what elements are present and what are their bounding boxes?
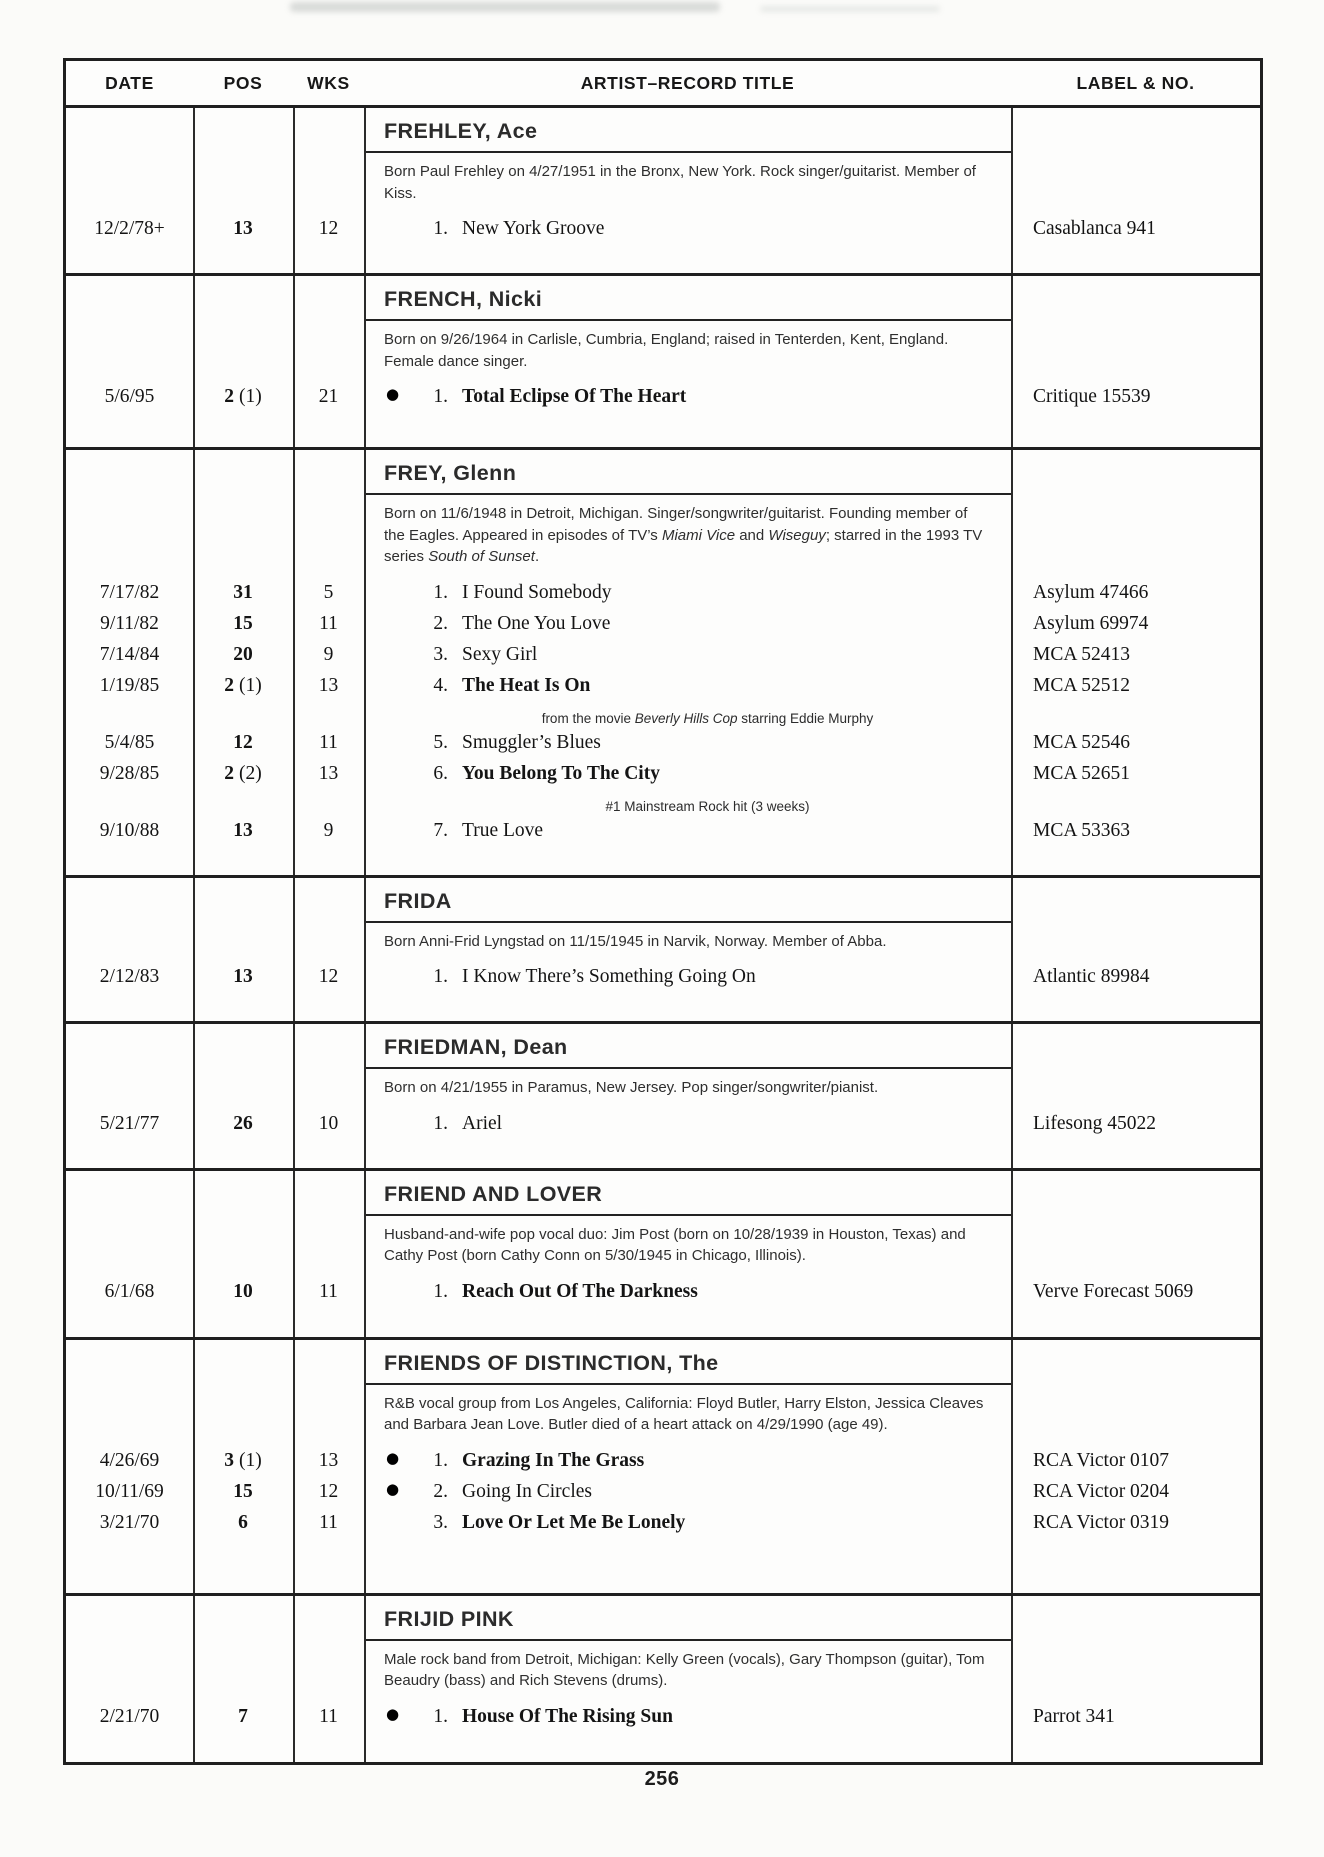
song-title: I Found Somebody: [462, 581, 612, 603]
entry-title-cell: [364, 218, 1011, 240]
weeks-at-peak: (1): [239, 1449, 262, 1471]
scan-artifact: [760, 6, 940, 12]
artist-bio: [364, 1385, 1011, 1438]
column-divider-line: [1011, 1596, 1013, 1762]
bio-text: Born on 4/21/1955 in Paramus, New Jersey. Pop singer/songwriter/pianist.: [384, 1079, 879, 1096]
entry-peak-position: [193, 763, 293, 785]
entry-debut-date: 2/12/83: [99, 966, 160, 987]
column-divider-line: [364, 108, 366, 273]
entry-list: [66, 582, 1260, 875]
note-text: starring Eddie Murphy: [737, 711, 874, 726]
entry-label-number: Parrot 341: [1033, 1705, 1115, 1727]
entry-title-cell: [364, 675, 1011, 697]
peak-position-value: 10: [233, 1280, 253, 1302]
entry-debut-date: 9/28/85: [99, 762, 160, 784]
gold-record-icon: ●: [386, 1479, 400, 1498]
artist-bio: [364, 495, 1011, 570]
artist-name-row: [364, 1596, 1011, 1641]
entry-debut-date: 5/4/85: [104, 731, 155, 753]
artist-name: FRIEDMAN, Dean: [384, 1035, 568, 1059]
gold-record-icon: ●: [386, 385, 400, 403]
entry-debut-date: 2/21/70: [99, 1705, 160, 1727]
column-divider-line: [1011, 450, 1013, 875]
peak-position-value: 3: [224, 1449, 234, 1471]
entry-label-number: MCA 52651: [1033, 762, 1130, 784]
artist-bio: [364, 1641, 1011, 1694]
entry-list: [66, 1113, 1260, 1168]
entry-weeks-charted: 12: [318, 218, 339, 239]
entry-number: 1.: [433, 1705, 448, 1727]
song-title: True Love: [462, 819, 544, 841]
entry-number: 5.: [433, 731, 448, 753]
entry-label-number: Casablanca 941: [1033, 218, 1156, 239]
song-note: [364, 799, 1011, 814]
column-header-wks: WKS: [307, 72, 350, 93]
note-text: #1 Mainstream Rock hit (3 weeks): [605, 799, 810, 814]
entry-label-number: RCA Victor 0204: [1033, 1480, 1170, 1502]
column-divider-line: [193, 450, 195, 875]
entry-number: 1.: [433, 1280, 448, 1302]
song-title: Reach Out Of The Darkness: [462, 1280, 698, 1302]
entry-number: 2.: [433, 1480, 448, 1502]
entry-peak-position: [193, 820, 293, 842]
entry-title-cell: [364, 763, 1011, 785]
entry-title-cell: [364, 582, 1011, 604]
artist-section: [66, 878, 1260, 1025]
artist-name: FRIDA: [384, 888, 452, 913]
entry-row: [66, 675, 1260, 706]
bio-text: .: [534, 548, 540, 565]
entry-row: [66, 1450, 1260, 1481]
column-divider-line: [193, 1171, 195, 1337]
song-title: I Know There’s Something Going On: [462, 966, 756, 987]
entry-number: 1.: [433, 581, 448, 603]
entry-weeks-charted: 13: [318, 674, 339, 696]
peak-position-value: 13: [233, 218, 253, 239]
column-divider-line: [293, 276, 295, 447]
column-divider-line: [293, 1596, 295, 1762]
column-divider-line: [293, 1024, 295, 1168]
column-divider-line: [193, 1024, 195, 1168]
entry-debut-date: 9/10/88: [99, 819, 160, 841]
entry-row: [66, 1113, 1260, 1144]
page-number: 256: [644, 1768, 680, 1790]
gold-record-icon: ●: [386, 1448, 400, 1467]
entry-list: [66, 218, 1260, 273]
song-title: The Heat Is On: [462, 674, 591, 696]
artist-name-row: [364, 1171, 1011, 1216]
weeks-at-peak: (1): [239, 386, 262, 407]
entry-row: [66, 1512, 1260, 1543]
peak-position-value: 13: [233, 966, 253, 987]
entry-number: 1.: [433, 1112, 448, 1134]
entry-peak-position: [193, 644, 293, 666]
column-divider-line: [293, 1171, 295, 1337]
entry-peak-position: [193, 218, 293, 240]
entry-number: 7.: [433, 819, 448, 841]
song-title: Sexy Girl: [462, 643, 538, 665]
column-divider-line: [193, 108, 195, 273]
song-title: You Belong To The City: [462, 762, 660, 784]
peak-position-value: 15: [233, 1480, 253, 1502]
weeks-at-peak: (1): [239, 674, 262, 696]
bio-text: ; starred in the 1993 TV series: [384, 526, 983, 565]
entry-row: [66, 386, 1260, 417]
entry-list: [66, 1450, 1260, 1567]
entry-list: [66, 966, 1260, 1021]
entry-debut-date: 4/26/69: [99, 1449, 160, 1471]
column-divider-line: [364, 1024, 366, 1168]
entry-number: 3.: [433, 643, 448, 665]
entry-label-number: RCA Victor 0107: [1033, 1449, 1170, 1471]
song-note: [364, 711, 1011, 726]
entry-list: [66, 1706, 1260, 1761]
entry-weeks-charted: 9: [323, 819, 334, 841]
entry-peak-position: [193, 1113, 293, 1135]
artist-bio: [364, 923, 1011, 955]
entry-weeks-charted: 11: [319, 731, 338, 753]
artist-name-row: [364, 108, 1011, 153]
entry-label-number: MCA 52512: [1033, 674, 1130, 696]
entry-weeks-charted: 11: [319, 612, 338, 634]
artist-bio: [364, 1216, 1011, 1269]
column-divider-line: [193, 878, 195, 1022]
column-divider-line: [1011, 108, 1013, 273]
column-divider-line: [293, 108, 295, 273]
artist-bio: [364, 1069, 1011, 1101]
column-divider-line: [364, 878, 366, 1022]
note-text: Beverly Hills Cop: [634, 711, 738, 726]
entry-label-number: MCA 52546: [1033, 731, 1130, 753]
weeks-at-peak: (2): [239, 762, 262, 784]
entry-weeks-charted: 10: [318, 1112, 339, 1134]
entry-row: [66, 732, 1260, 763]
song-title: The One You Love: [462, 612, 611, 634]
entry-row: [66, 582, 1260, 613]
entry-title-cell: [364, 966, 1011, 988]
entry-label-number: RCA Victor 0319: [1033, 1511, 1170, 1533]
peak-position-value: 20: [233, 643, 253, 665]
entry-debut-date: 7/14/84: [99, 643, 160, 665]
entry-label-number: Critique 15539: [1033, 386, 1151, 407]
entry-peak-position: [193, 1706, 293, 1728]
entry-peak-position: [193, 613, 293, 635]
artist-name-row: [364, 1340, 1011, 1385]
chart-table: [63, 58, 1263, 1765]
peak-position-value: 2: [224, 674, 234, 696]
column-divider-line: [193, 1596, 195, 1762]
column-divider-line: [364, 1171, 366, 1337]
entry-debut-date: 6/1/68: [104, 1280, 155, 1302]
bio-text: Miami Vice: [661, 526, 736, 544]
table-header: [66, 61, 1260, 108]
artist-name-row: [364, 878, 1011, 923]
bio-text: Male rock band from Detroit, Michigan: Kelly Green (vocals), Gary Thompson (guitar), Tom Beaudry (bass) and Rich Stevens (drums).: [384, 1650, 985, 1689]
entry-label-number: Lifesong 45022: [1033, 1112, 1156, 1134]
peak-position-value: 7: [238, 1705, 248, 1727]
column-header-date: DATE: [105, 72, 154, 93]
column-divider-line: [193, 1340, 195, 1593]
entry-peak-position: [193, 1450, 293, 1472]
entry-debut-date: 7/17/82: [99, 581, 160, 603]
entry-debut-date: 12/2/78+: [94, 218, 165, 239]
song-title: Grazing In The Grass: [462, 1449, 645, 1471]
artist-bio: [364, 321, 1011, 374]
entry-number: 4.: [433, 674, 448, 696]
entry-weeks-charted: 9: [323, 643, 334, 665]
artist-name: FRIENDS OF DISTINCTION, The: [384, 1350, 719, 1375]
entry-row: [66, 763, 1260, 794]
artist-bio: [364, 153, 1011, 206]
entry-list: [66, 1281, 1260, 1336]
entry-number: 1.: [433, 218, 448, 239]
entry-weeks-charted: 13: [318, 1449, 339, 1471]
entry-label-number: Asylum 69974: [1033, 612, 1149, 634]
entry-title-cell: [364, 1512, 1011, 1534]
peak-position-value: 2: [224, 386, 234, 407]
entry-row: [66, 644, 1260, 675]
entry-label-number: Verve Forecast 5069: [1033, 1280, 1194, 1302]
entry-label-number: MCA 52413: [1033, 643, 1130, 665]
entry-label-number: Asylum 47466: [1033, 581, 1149, 603]
entry-debut-date: 3/21/70: [99, 1511, 160, 1533]
bio-text: Born Paul Frehley on 4/27/1951 in the Bronx, New York. Rock singer/guitarist. Member of Kiss.: [384, 163, 976, 202]
entry-number: 2.: [433, 612, 448, 634]
entry-weeks-charted: 5: [323, 581, 334, 603]
bio-text: Husband-and-wife pop vocal duo: Jim Post (born on 10/28/1939 in Houston, Texas) and Cathy Post (born Cathy Conn on 5/30/1945 in Chicago, Illinois).: [384, 1225, 966, 1264]
entry-peak-position: [193, 1512, 293, 1534]
entry-peak-position: [193, 582, 293, 604]
entry-title-cell: [364, 1481, 1011, 1503]
peak-position-value: 31: [233, 581, 253, 603]
entry-peak-position: [193, 732, 293, 754]
entry-title-cell: [364, 1450, 1011, 1472]
entry-row: [66, 1281, 1260, 1312]
entry-weeks-charted: 11: [319, 1705, 338, 1727]
entry-number: 1.: [433, 386, 448, 407]
artist-name: FREY, Glenn: [384, 461, 517, 485]
column-divider-line: [1011, 1340, 1013, 1593]
song-title: House Of The Rising Sun: [462, 1705, 673, 1727]
column-divider-line: [1011, 1171, 1013, 1337]
artist-name-row: [364, 1024, 1011, 1069]
entry-peak-position: [193, 675, 293, 697]
entry-weeks-charted: 21: [318, 386, 339, 407]
column-divider-line: [1011, 878, 1013, 1022]
entry-weeks-charted: 13: [318, 762, 339, 784]
artist-name: FRIJID PINK: [384, 1606, 514, 1631]
column-header-label-no: LABEL & NO.: [1076, 72, 1195, 93]
entry-row: [66, 1706, 1260, 1737]
song-title: Ariel: [462, 1112, 503, 1134]
entry-title-cell: [364, 386, 1011, 408]
artist-section: [66, 1171, 1260, 1340]
entry-debut-date: 1/19/85: [99, 674, 160, 696]
entry-peak-position: [193, 1481, 293, 1503]
entry-peak-position: [193, 386, 293, 408]
entry-debut-date: 5/6/95: [104, 386, 155, 407]
entry-note-row: [66, 706, 1260, 732]
bio-text: Born Anni-Frid Lyngstad on 11/15/1945 in Narvik, Norway. Member of Abba.: [384, 932, 887, 950]
entry-label-number: MCA 53363: [1033, 819, 1130, 841]
entry-title-cell: [364, 1281, 1011, 1303]
entry-row: [66, 820, 1260, 851]
song-title: Going In Circles: [462, 1480, 592, 1502]
entry-row: [66, 1481, 1260, 1512]
peak-position-value: 6: [238, 1511, 248, 1533]
entry-row: [66, 218, 1260, 249]
entry-title-cell: [364, 732, 1011, 754]
column-divider-line: [293, 1340, 295, 1593]
artist-section: [66, 1596, 1260, 1762]
artist-name: FREHLEY, Ace: [384, 119, 538, 143]
entry-weeks-charted: 12: [318, 966, 339, 987]
note-text: from the movie: [541, 711, 635, 726]
peak-position-value: 13: [233, 819, 253, 841]
gold-record-icon: ●: [386, 1704, 400, 1723]
column-divider-line: [293, 878, 295, 1022]
entry-list: [66, 386, 1260, 441]
entry-peak-position: [193, 1281, 293, 1303]
column-divider-line: [193, 276, 195, 447]
entry-weeks-charted: 11: [319, 1511, 338, 1533]
artist-name: FRENCH, Nicki: [384, 287, 543, 311]
entry-row: [66, 966, 1260, 997]
entry-title-cell: [364, 644, 1011, 666]
artist-section: [66, 1024, 1260, 1171]
entry-number: 1.: [433, 966, 448, 987]
entry-title-cell: [364, 820, 1011, 842]
bio-text: R&B vocal group from Los Angeles, California: Floyd Butler, Harry Elston, Jessica Cleaves and Barbara Jean Love. Butler died of a heart attack on 4/29/1990 (age 49).: [384, 1394, 984, 1433]
entry-title-cell: [364, 1706, 1011, 1728]
scan-artifact: [290, 2, 720, 12]
entry-note-row: [66, 794, 1260, 820]
entry-number: 6.: [433, 762, 448, 784]
column-divider-line: [364, 1596, 366, 1762]
song-title: Smuggler’s Blues: [462, 731, 601, 753]
entry-debut-date: 10/11/69: [95, 1480, 164, 1502]
peak-position-value: 26: [233, 1112, 253, 1134]
artist-name-row: [364, 450, 1011, 495]
peak-position-value: 2: [224, 762, 234, 784]
entry-title-cell: [364, 613, 1011, 635]
song-title: Love Or Let Me Be Lonely: [462, 1511, 686, 1533]
artist-section: [66, 276, 1260, 450]
peak-position-value: 15: [233, 612, 253, 634]
entry-weeks-charted: 12: [318, 1480, 339, 1502]
bio-text: South of Sunset: [428, 548, 535, 565]
column-divider-line: [1011, 276, 1013, 447]
bio-text: Wiseguy: [768, 526, 826, 544]
column-divider-line: [1011, 1024, 1013, 1168]
artist-section: [66, 1340, 1260, 1596]
entry-peak-position: [193, 966, 293, 988]
entry-debut-date: 9/11/82: [100, 612, 159, 634]
artist-section: [66, 108, 1260, 276]
entry-label-number: Atlantic 89984: [1033, 966, 1150, 987]
entry-number: 3.: [433, 1511, 448, 1533]
song-title: New York Groove: [462, 218, 605, 239]
song-title: Total Eclipse Of The Heart: [462, 386, 687, 407]
bio-text: Born on 11/6/1948 in Detroit, Michigan. Singer/songwriter/guitarist. Founding member of the Eagles. Appeared in episodes of TV’s: [384, 505, 968, 544]
peak-position-value: 12: [233, 731, 253, 753]
column-header-artist-record-title: ARTIST–RECORD TITLE: [580, 72, 795, 93]
column-header-pos: POS: [223, 72, 263, 93]
bio-text: Born on 9/26/1964 in Carlisle, Cumbria, England; raised in Tenterden, Kent, England. Female dance singer.: [384, 331, 949, 370]
artist-name: FRIEND AND LOVER: [384, 1181, 603, 1206]
artist-section: [66, 450, 1260, 878]
column-divider-line: [293, 450, 295, 875]
entry-weeks-charted: 11: [319, 1280, 338, 1302]
column-divider-line: [364, 276, 366, 447]
entry-row: [66, 613, 1260, 644]
entry-debut-date: 5/21/77: [99, 1112, 160, 1134]
artist-name-row: [364, 276, 1011, 321]
entry-title-cell: [364, 1113, 1011, 1135]
entry-number: 1.: [433, 1449, 448, 1471]
bio-text: and: [735, 526, 769, 544]
